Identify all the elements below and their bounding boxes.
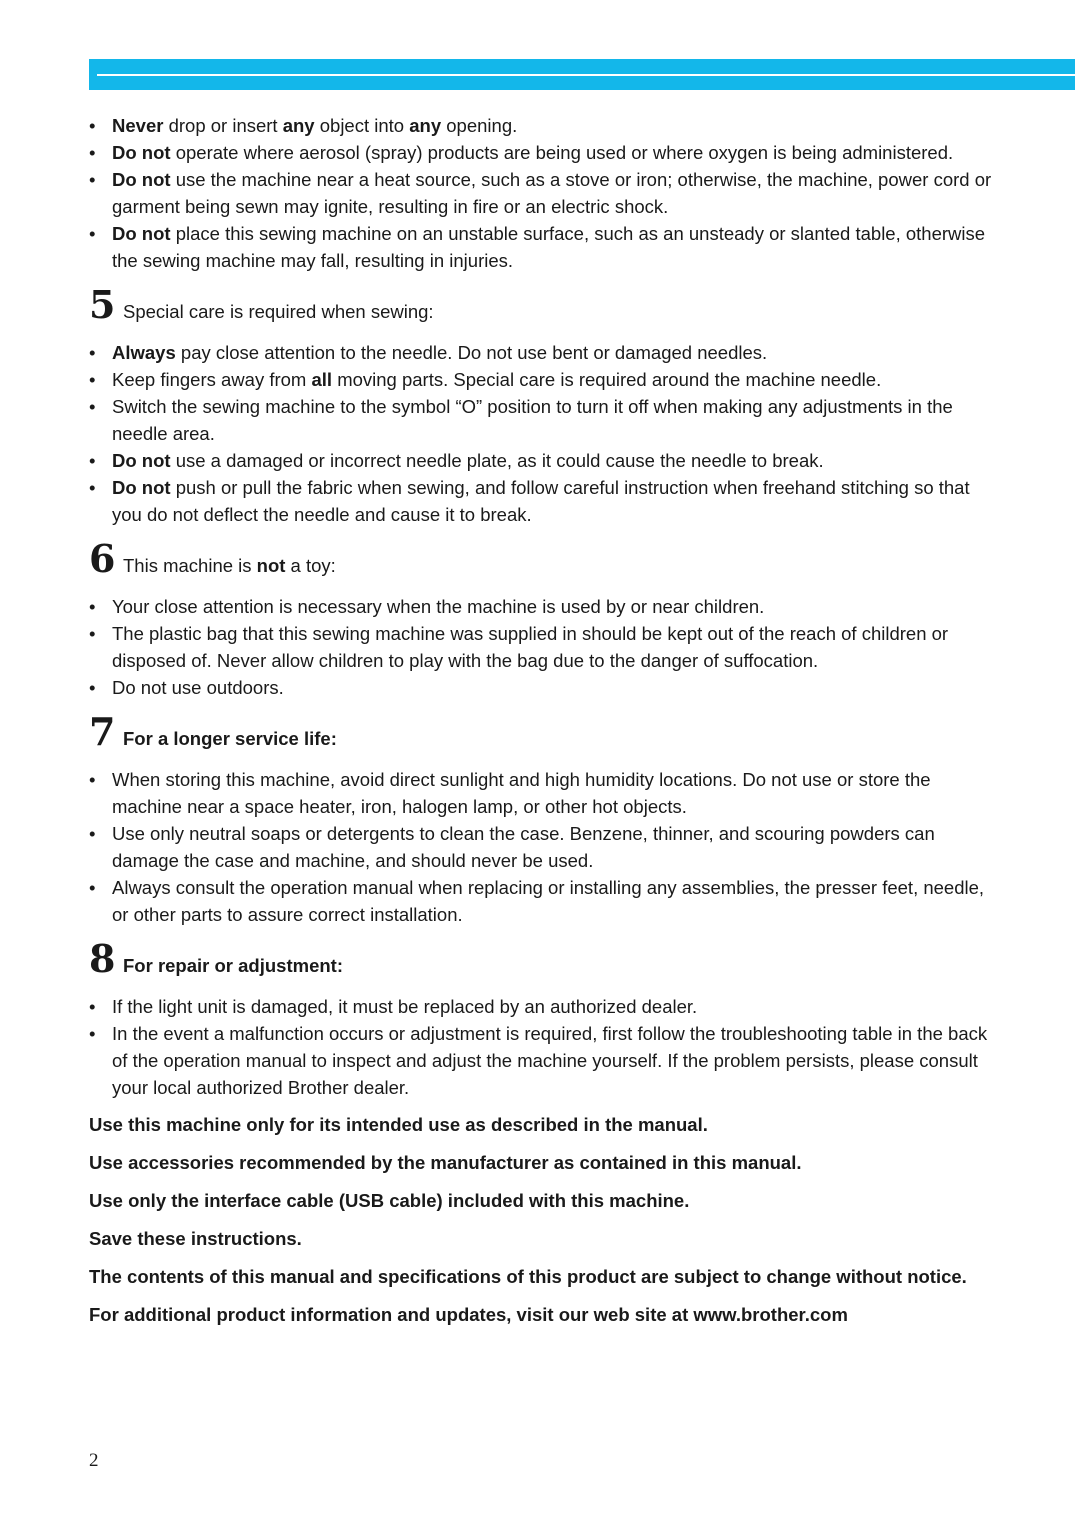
note: The contents of this manual and specifications of this product are subject to change without notice.: [89, 1266, 967, 1287]
header-bar: [89, 59, 1075, 90]
section-number: 7: [89, 709, 116, 754]
closing-notes: [89, 1111, 994, 1329]
section-title: This machine is not a toy:: [123, 555, 336, 576]
section-5-list: [89, 339, 994, 528]
page-number: 2: [89, 1450, 99, 1471]
list-item: • If the light unit is damaged, it must be replaced by an authorized dealer.: [89, 993, 994, 1020]
list-item: • Switch the sewing machine to the symbol “O” position to turn it off when making any adjustments in the needle area.: [89, 393, 994, 447]
list-item: • Use only neutral soaps or detergents to clean the case. Benzene, thinner, and scouring powders can damage the case and machine, and should never be used.: [89, 820, 994, 874]
section-7-heading: [89, 709, 994, 754]
list-item: • Do not push or pull the fabric when sewing, and follow careful instruction when freehand stitching so that you do not deflect the needle and cause it to break.: [89, 474, 994, 528]
section-title: Special care is required when sewing:: [123, 301, 434, 322]
list-item: • The plastic bag that this sewing machine was supplied in should be kept out of the reach of children or disposed of. Never allow children to play with the bag due to the danger of suffocation.: [89, 620, 994, 674]
section-title: For a longer service life:: [123, 728, 337, 749]
note: For additional product information and updates, visit our web site at www.brother.com: [89, 1304, 848, 1325]
note: Save these instructions.: [89, 1228, 302, 1249]
safety-content: [89, 112, 994, 1339]
list-item: • When storing this machine, avoid direct sunlight and high humidity locations. Do not use or store the machine near a space heater, iron, halogen lamp, or other hot objects.: [89, 766, 994, 820]
section-title: For repair or adjustment:: [123, 955, 343, 976]
list-item: • Do not use a damaged or incorrect needle plate, as it could cause the needle to break.: [89, 447, 994, 474]
intro-list: [89, 112, 994, 274]
section-number: 8: [89, 936, 116, 981]
list-item: • In the event a malfunction occurs or adjustment is required, first follow the troubleshooting table in the back of the operation manual to inspect and adjust the machine yourself. If the problem persists, please consult your local authorized Brother dealer.: [89, 1020, 994, 1101]
list-item: • Do not use outdoors.: [89, 674, 994, 701]
note: Use accessories recommended by the manufacturer as contained in this manual.: [89, 1152, 802, 1173]
list-item: • Do not use the machine near a heat source, such as a stove or iron; otherwise, the machine, power cord or garment being sewn may ignite, resulting in fire or an electric shock.: [89, 166, 994, 220]
note: Use this machine only for its intended use as described in the manual.: [89, 1114, 708, 1135]
list-item: • Never drop or insert any object into any opening.: [89, 112, 994, 139]
section-6-list: [89, 593, 994, 701]
list-item: • Do not operate where aerosol (spray) products are being used or where oxygen is being administered.: [89, 139, 994, 166]
list-item: • Always pay close attention to the needle. Do not use bent or damaged needles.: [89, 339, 994, 366]
list-item: • Always consult the operation manual when replacing or installing any assemblies, the presser feet, needle, or other parts to assure correct installation.: [89, 874, 994, 928]
section-6-heading: [89, 536, 994, 581]
section-number: 5: [89, 282, 116, 327]
header-bar-line: [97, 74, 1075, 76]
section-8-list: [89, 993, 994, 1101]
list-item: • Your close attention is necessary when the machine is used by or near children.: [89, 593, 994, 620]
section-8-heading: [89, 936, 994, 981]
list-item: • Do not place this sewing machine on an unstable surface, such as an unsteady or slanted table, otherwise the sewing machine may fall, resulting in injuries.: [89, 220, 994, 274]
section-number: 6: [89, 536, 116, 581]
note: Use only the interface cable (USB cable) included with this machine.: [89, 1190, 690, 1211]
section-5-heading: [89, 282, 994, 327]
list-item: • Keep fingers away from all moving parts. Special care is required around the machine needle.: [89, 366, 994, 393]
section-7-list: [89, 766, 994, 928]
